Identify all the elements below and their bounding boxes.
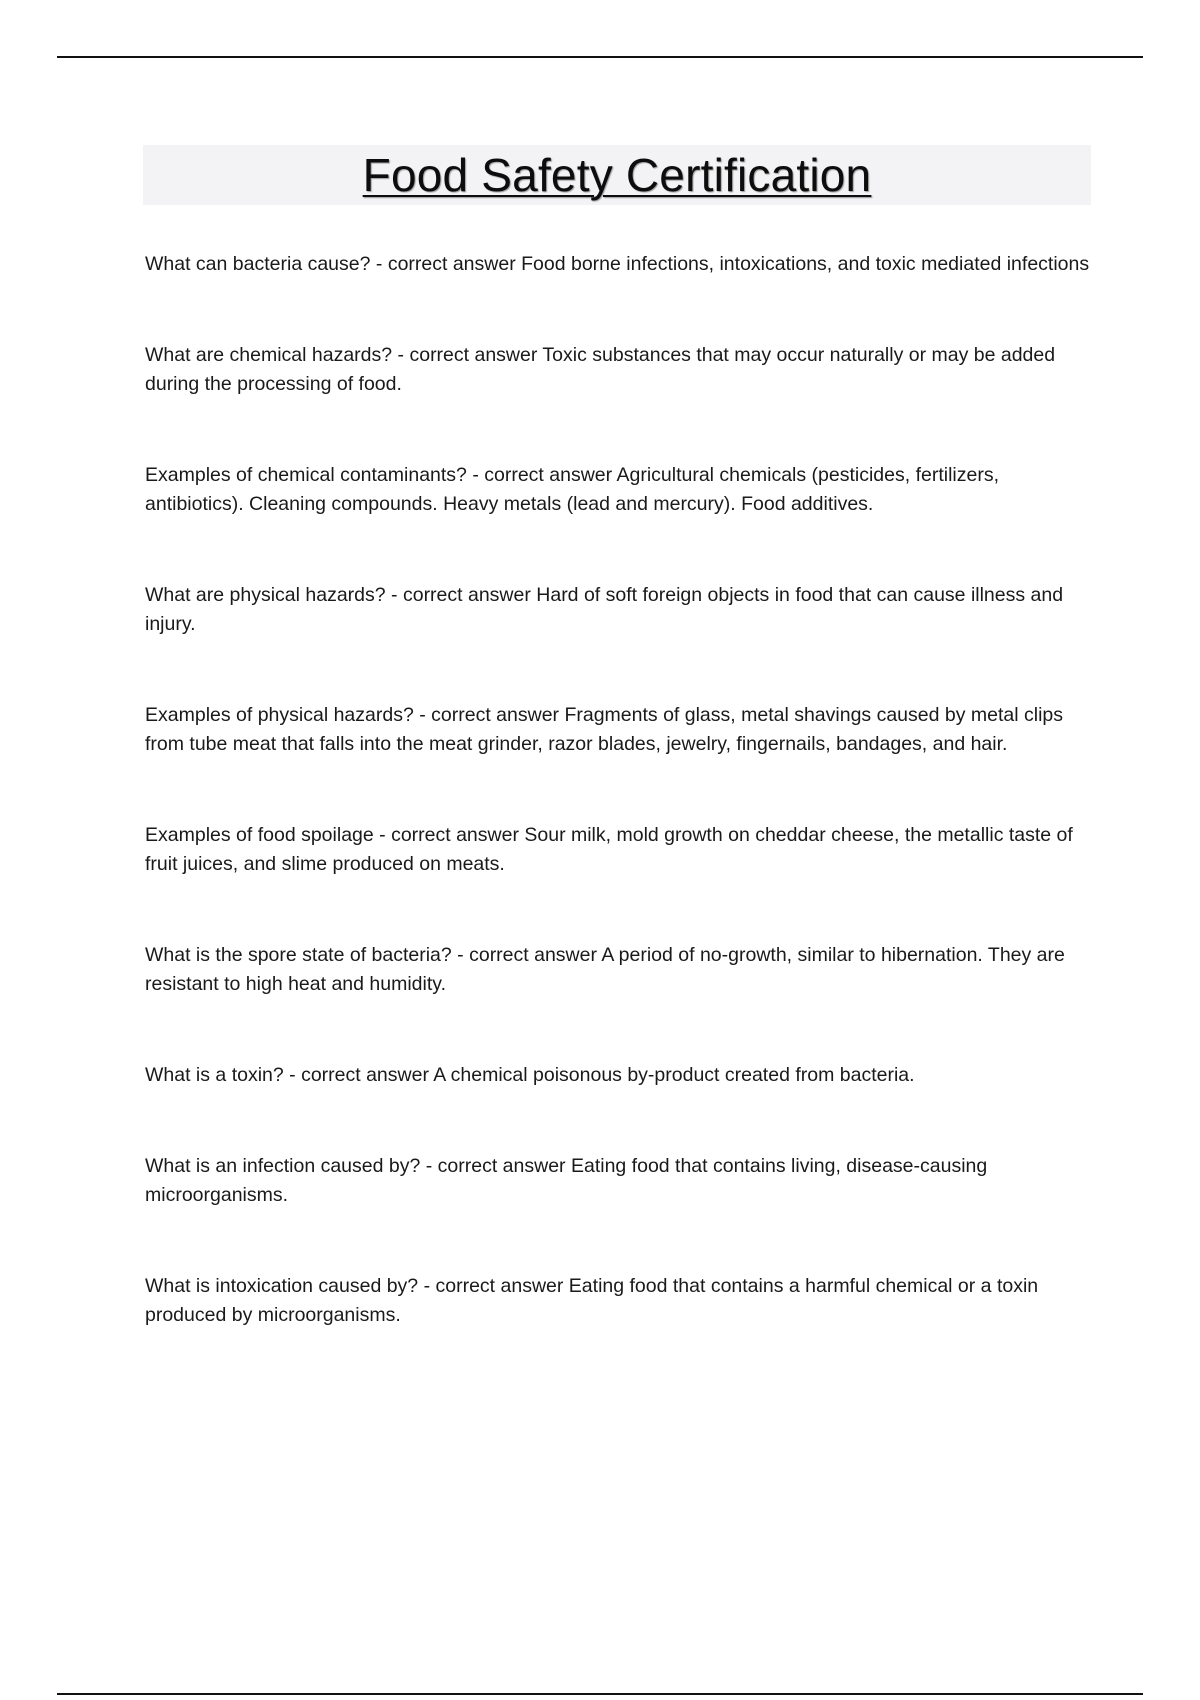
qa-answer: Food borne infections, intoxications, and toxic mediated infections [521,253,1090,275]
qa-answer: Hard of soft foreign objects in food that can cause illness and injury. [145,584,1064,635]
qa-separator: correct answer [484,464,613,486]
qa-separator: correct answer [387,253,516,275]
qa-answer: Toxic substances that may occur naturally or may be added during the processing of food. [145,344,1056,395]
qa-separator: correct answer [437,1155,566,1177]
qa-answer: A period of no-growth, similar to hibernation. They are resistant to high heat and humidity. [145,944,1065,995]
qa-list [145,250,1095,1330]
qa-question: What is intoxication caused by? [145,1275,419,1297]
qa-question: What are physical hazards? [145,584,386,606]
qa-item: What is the spore state of bacteria? - correct answer A period of no-growth, similar to hibernation. They are resistant to high heat and humidity. [145,944,1065,995]
qa-item: What is an infection caused by? - correct answer Eating food that contains living, disease-causing microorganisms. [145,1155,988,1206]
qa-separator: correct answer [469,944,597,966]
qa-question: What can bacteria cause? [145,253,371,275]
bottom-rule [57,1693,1143,1695]
qa-answer: A chemical poisonous by-product created from bacteria. [433,1064,915,1086]
qa-question: What is a toxin? [145,1064,284,1086]
qa-item: What is intoxication caused by? - correct answer Eating food that contains a harmful chemical or a toxin produced by microorganisms. [145,1275,1039,1326]
qa-question: Examples of physical hazards? [145,704,414,726]
qa-item: Examples of physical hazards? - correct answer Fragments of glass, metal shavings caused by metal clips from tube meat that falls into the meat grinder, razor blades, jewelry, fingernails, bandages, and hair. [145,704,1064,755]
qa-answer: Eating food that contains living, disease-causing microorganisms. [145,1155,988,1206]
qa-item: What can bacteria cause? - correct answer Food borne infections, intoxications, and toxic mediated infections [145,253,1090,275]
top-rule [57,56,1143,58]
qa-separator: correct answer [435,1275,564,1297]
qa-separator: correct answer [301,1064,429,1086]
qa-separator: correct answer [402,584,531,606]
qa-answer: Eating food that contains a harmful chemical or a toxin produced by microorganisms. [145,1275,1039,1326]
qa-item: What are chemical hazards? - correct answer Toxic substances that may occur naturally or may be added during the processing of food. [145,344,1056,395]
qa-question: Examples of chemical contaminants? [145,464,467,486]
title-band [143,145,1091,205]
qa-item: Examples of chemical contaminants? - correct answer Agricultural chemicals (pesticides, fertilizers, antibiotics). Cleaning compounds. Heavy metals (lead and mercury). Food additives. [145,464,1000,515]
qa-question: What is an infection caused by? [145,1155,421,1177]
qa-answer: Fragments of glass, metal shavings caused by metal clips from tube meat that falls into the meat grinder, razor blades, jewelry, fingernails, bandages, and hair. [145,704,1064,755]
qa-item: What is a toxin? - correct answer A chemical poisonous by-product created from bacteria. [145,1064,915,1086]
qa-answer: Agricultural chemicals (pesticides, fertilizers, antibiotics). Cleaning compounds. Heavy metals (lead and mercury). Food additives. [145,464,1000,515]
qa-question: What are chemical hazards? [145,344,393,366]
qa-item: What are physical hazards? - correct answer Hard of soft foreign objects in food that can cause illness and injury. [145,584,1064,635]
qa-separator: correct answer [409,344,538,366]
qa-item: Examples of food spoilage - correct answer Sour milk, mold growth on cheddar cheese, the metallic taste of fruit juices, and slime produced on meats. [145,824,1073,875]
qa-separator: correct answer [391,824,519,846]
qa-question: What is the spore state of bacteria? [145,944,452,966]
qa-separator: correct answer [431,704,560,726]
qa-answer: Sour milk, mold growth on cheddar cheese, the metallic taste of fruit juices, and slime produced on meats. [145,824,1073,875]
qa-question: Examples of food spoilage [145,824,374,846]
document-title: Food Safety Certification [362,149,872,201]
